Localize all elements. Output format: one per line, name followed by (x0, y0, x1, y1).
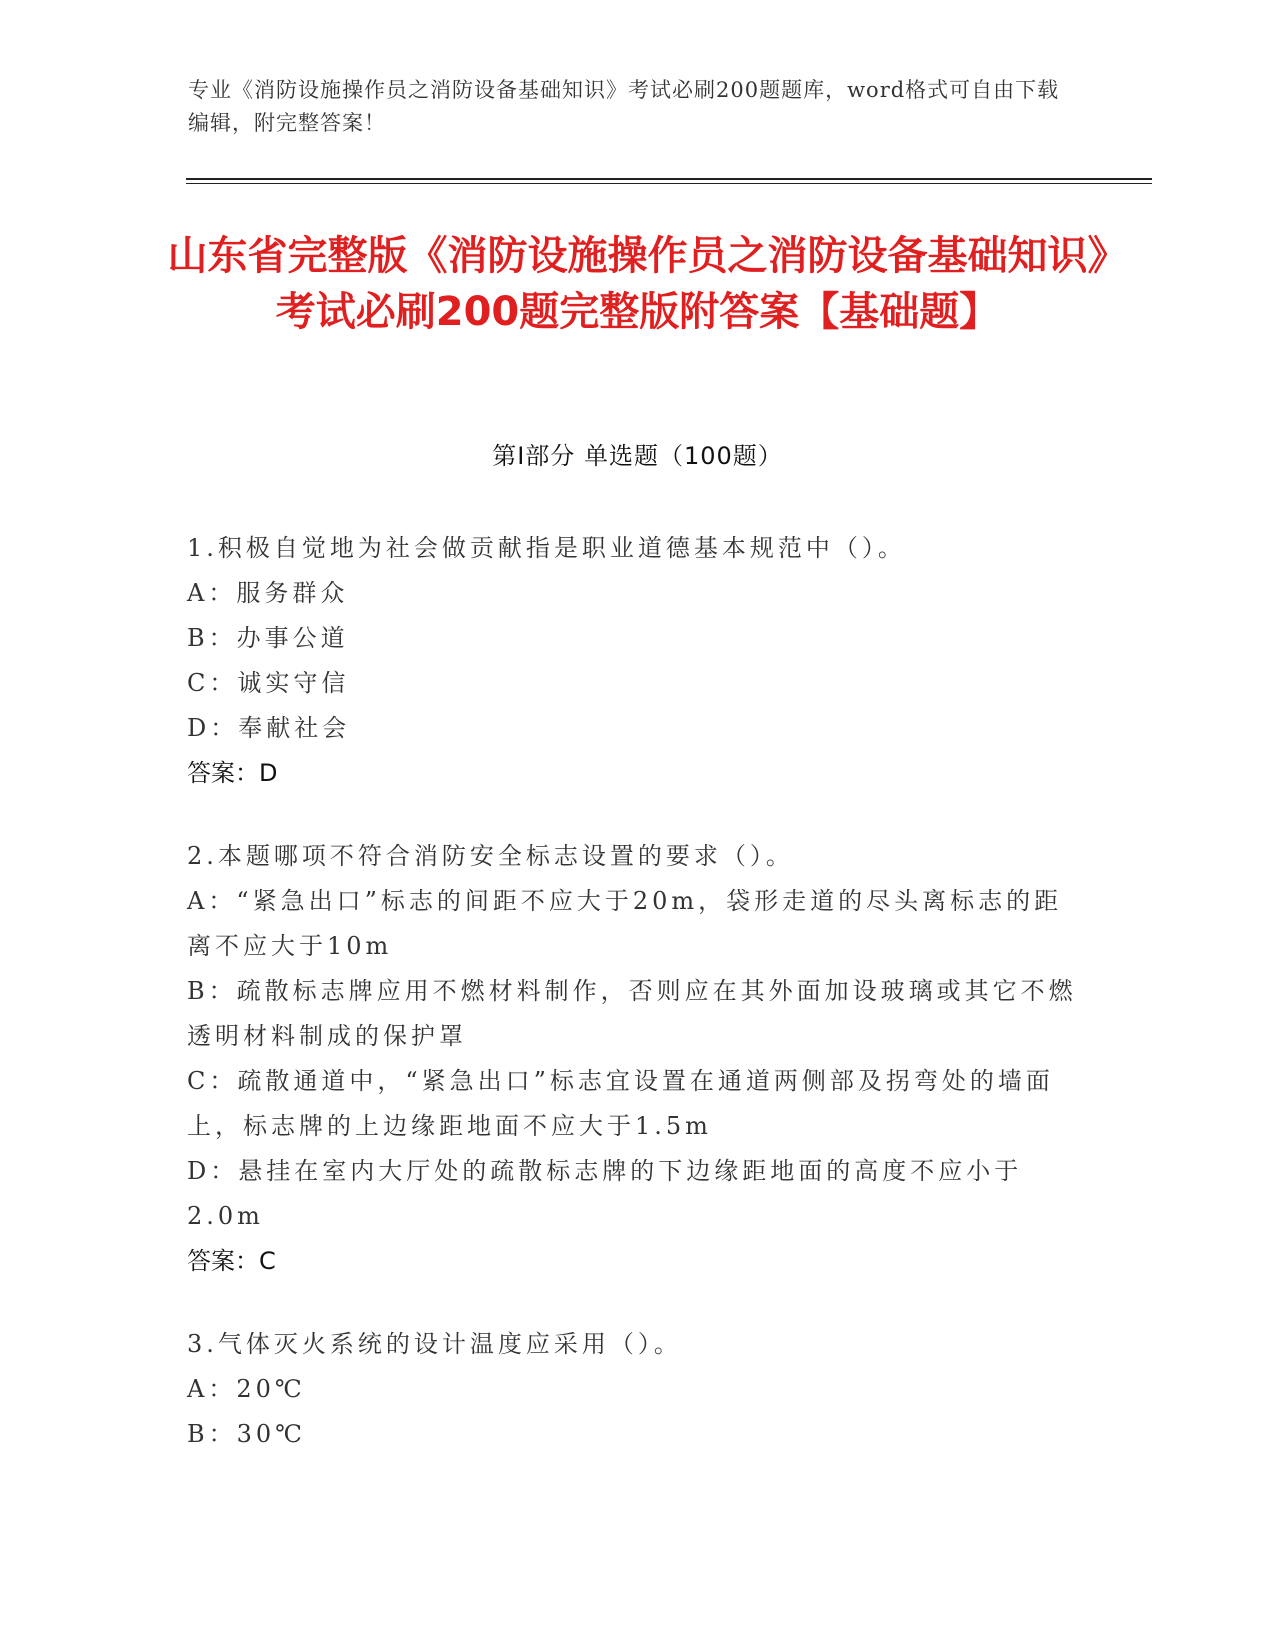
answer: 答案：D (187, 759, 278, 787)
option-d: D：奉献社会 (187, 714, 351, 742)
question-stem: 3.气体灭火系统的设计温度应采用（）。 (187, 1330, 682, 1358)
question-stem: 1.积极自觉地为社会做贡献指是职业道德基本规范中（）。 (187, 534, 906, 562)
question-2 (187, 834, 1077, 1284)
document-title: 山东省完整版《消防设施操作员之消防设备基础知识》考试必刷200题完整版附答案【基础题】 (167, 233, 1108, 335)
question-1 (187, 526, 1077, 796)
option-a: A：服务群众 (187, 579, 349, 607)
option-d: D：悬挂在室内大厅处的疏散标志牌的下边缘距地面的高度不应小于2.0m (187, 1157, 1023, 1230)
option-b: B：办事公道 (187, 624, 349, 652)
option-c: C：诚实守信 (187, 669, 350, 697)
header-note: 专业《消防设施操作员之消防设备基础知识》考试必刷200题题库，word格式可自由下载编辑，附完整答案！ (188, 78, 1060, 135)
option-a: A：20℃ (187, 1375, 306, 1403)
answer: 答案：C (187, 1247, 276, 1275)
option-c: C：疏散通道中，“紧急出口”标志宜设置在通道两侧部及拐弯处的墙面上，标志牌的上边缘距地面不应大于1.5m (187, 1067, 1054, 1140)
header-divider-thin (186, 183, 1152, 184)
header-divider-thick (186, 178, 1152, 180)
section-title: 第I部分 单选题（100题） (492, 442, 783, 470)
question-3 (187, 1322, 1077, 1457)
question-list (187, 526, 1077, 1495)
option-b: B：30℃ (187, 1420, 307, 1448)
option-a: A：“紧急出口”标志的间距不应大于20m，袋形走道的尽头离标志的距离不应大于10m (187, 887, 1063, 960)
question-stem: 2.本题哪项不符合消防安全标志设置的要求（）。 (187, 842, 794, 870)
option-b: B：疏散标志牌应用不燃材料制作，否则应在其外面加设玻璃或其它不燃透明材料制成的保护罩 (187, 977, 1077, 1050)
